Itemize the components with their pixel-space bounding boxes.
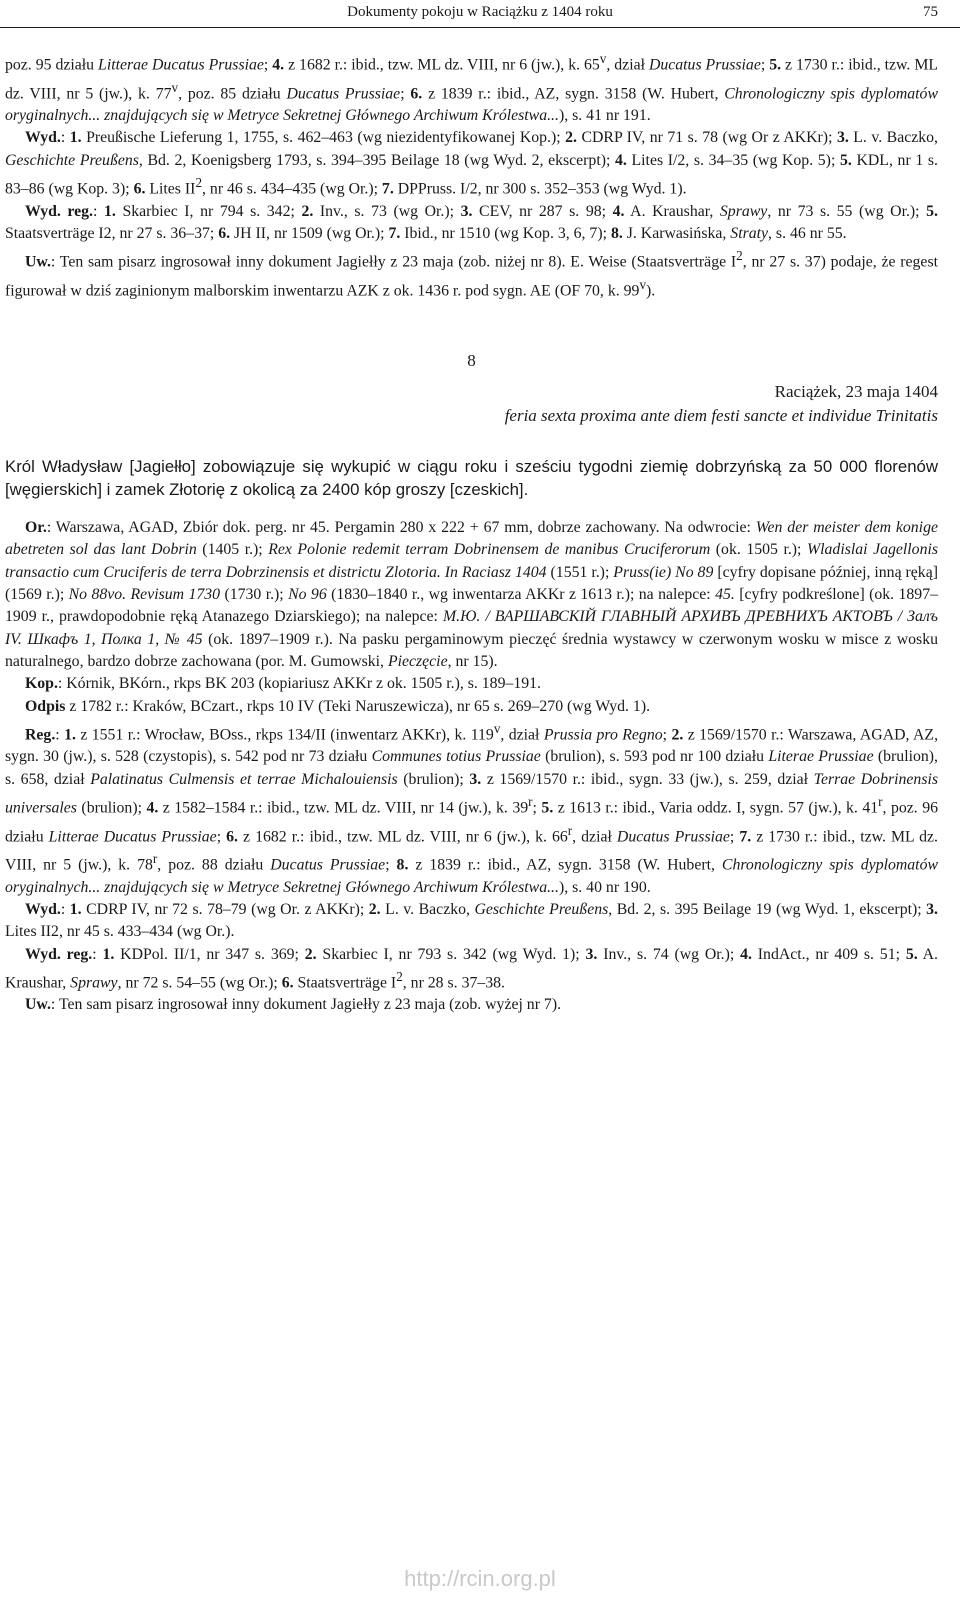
source-watermark-url: http://rcin.org.pl: [404, 1566, 556, 1591]
transcript-entry: Odpis z 1782 r.: Kraków, BCzart., rkps 10 IV (Teki Naruszewicza), nr 65 s. 269–270 (wg Wyd. 1).: [25, 697, 651, 715]
previous-entry-editions: Wyd.: 1. Preußische Lieferung 1, 1755, s. 462–463 (wg niezidentyfikowanej Kop.); 2. CDRP IV, nr 71 s. 78 (wg Or z AKKr); 3. L. v. Baczko, Geschichte Preußens, Bd. 2, Koenigsberg 1793, s. 394–395 Beilage 18 (wg Wyd. 2, ekscerpt); 4. Lites I/2, s. 34–35 (wg Kop. 5); 5. KDL, nr 1 s. 83–86 (wg Kop. 3); 6. Lites $II^2$, nr 46 s. 434–435 (wg Or.); 7. DPPruss. I/2, nr 300 s. 352–353 (wg Wyd. 1).: [5, 129, 938, 198]
document-place-date: Raciążek, 23 maja 1404: [774, 381, 938, 401]
remarks-entry: Uw.: Ten sam pisarz ingrosował inny dokument Jagiełły z 23 maja (zob. wyżej nr 7).: [25, 996, 562, 1014]
editions-entry: Wyd.: 1. CDRP IV, nr 72 s. 78–79 (wg Or. z AKKr); 2. L. v. Baczko, Geschichte Preußens, Bd. 2, s. 395 Beilage 19 (wg Wyd. 1, ekscerpt); 3. Lites II2, nr 45 s. 433–434 (wg Or.).: [5, 901, 939, 941]
page-body: [5, 48, 938, 1017]
document-latin-dating: feria sexta proxima ante diem festi sancte et individue Trinitatis: [504, 405, 938, 425]
document-summary: Król Władysław [Jagiełło] zobowiązuje się wykupić w ciągu roku i sześciu tygodni ziemię dobrzyńską za 50 000 florenów [węgierskich] i zamek Złotorię z okolicą za 2400 kóp groszy [czeskich].: [5, 457, 938, 500]
previous-entry-registry-tail: poz. 95 działu Litterae Ducatus Prussiae; 4. z 1682 r.: ibid., tzw. ML dz. VIII, nr 6 (jw.), k. 65$^v$, dział Ducatus Prussiae; 5. z 1730 r.: ibid., tzw. ML dz. VIII, nr 5 (jw.), k. 77$^v$, poz. 85 działu Ducatus Prussiae; 6. z 1839 r.: ibid., AZ, sygn. 3158 (W. Hubert, Chronologiczny spis dyplomatów oryginalnych... znajdujących się w Metryce Sekretnej Głównego Archiwum Królestwa...), s. 41 nr 191.: [5, 51, 939, 125]
previous-entry-regests: Wyd. reg.: 1. Skarbiec I, nr 794 s. 342; 2. Inv., s. 73 (wg Or.); 3. CEV, nr 287 s. 98; 4. A. Kraushar, Sprawy, nr 73 s. 55 (wg Or.); 5. Staatsverträge I2, nr 27 s. 36–37; 6. JH II, nr 1509 (wg Or.); 7. Ibid., nr 1510 (wg Kop. 3, 6, 7); 8. J. Karwasińska, Straty, s. 46 nr 55.: [5, 202, 939, 242]
running-title: Dokumenty pokoju w Raciążku z 1404 roku: [347, 4, 613, 20]
document-number: 8: [467, 351, 476, 371]
registry-entry: Reg.: 1. z 1551 r.: Wrocław, BOss., rkps 134/II (inwentarz AKKr), k. 119$^v$, dział Prussia pro Regno; 2. z 1569/1570 r.: Warszawa, AGAD, AZ, sygn. 30 (jw.), s. 528 (czystopis), s. 542 pod nr 73 działu Communes totius Prussiae (brulion), s. 593 pod nr 100 działu Literae Prussiae (brulion), s. 658, dział Palatinatus Culmensis et terrae Michalouiensis (brulion); 3. z 1569/1570 r.: ibid., sygn. 33 (jw.), s. 259, dział Terrae Dobrinensis universales (brulion); 4. z 1582–1584 r.: ibid., tzw. ML dz. VIII, nr 14 (jw.), k. 39$^r$; 5. z 1613 r.: ibid., Varia oddz. I, sygn. 57 (jw.), k. 41$^r$, poz. 96 działu Litterae Ducatus Prussiae; 6. z 1682 r.: ibid., tzw. ML dz. VIII, nr 6 (jw.), k. 66$^r$, dział Ducatus Prussiae; 7. z 1730 r.: ibid., tzw. ML dz. VIII, nr 5 (jw.), k. 78$^r$, poz. 88 działu Ducatus Prussiae; 8. z 1839 r.: ibid., AZ, sygn. 3158 (W. Hubert, Chronologiczny spis dyplomatów oryginalnych... znajdujących się w Metryce Sekretnej Głównego Archiwum Królestwa...), s. 40 nr 190.: [5, 720, 939, 896]
original-description: Or.: Warszawa, AGAD, Zbiór dok. perg. nr 45. Pergamin 280 x 222 + 67 mm, dobrze zachowany. Na odwrocie: Wen der meister dem konige abetreten sol das lant Dobrin (1405 r.); Rex Polonie redemit terram Dobrinensem de manibus Cruciferorum (ok. 1505 r.); Wladislai Jagellonis transactio cum Cruciferis de terra Dobrzinensis et districtu Zlotoria. In Raciasz 1404 (1551 r.); Pruss(ie) No 89 [cyfry dopisane później, inną ręką] (1569 r.); No 88vo. Revisum 1730 (1730 r.); No 96 (1830–1840 r., wg inwentarza AKKr z 1613 r.); na nalepce: 45. [cyfry podkreślone] (ok. 1897–1909 r., prawdopodobnie ręką Atanazego Dziarskiego); na nalepce: М.Ю. / ВАРШАВСКІЙ ГЛАВНЫЙ АРХИВЪ ДРЕВНИХЪ АКТОВЪ / Залъ IV. Шкафъ 1, Полка 1, № 45 (ok. 1897–1909 r.). Na pasku pergaminowym pieczęć średnia wystawcy w czerwonym wosku w misce z wosku naturalnego, bardzo dobrze zachowana (por. M. Gumowski, Pieczęcie, nr 15).: [5, 519, 939, 670]
regest-editions-entry: Wyd. reg.: 1. KDPol. II/1, nr 347 s. 369; 2. Skarbiec I, nr 793 s. 342 (wg Wyd. 1); 3. Inv., s. 74 (wg Or.); 4. IndAct., nr 409 s. 51; 5. A. Kraushar, Sprawy, nr 72 s. 54–55 (wg Or.); 6. Staatsverträge $I^2$, nr 28 s. 37–38.: [5, 945, 938, 992]
previous-entry-remarks: Uw.: Ten sam pisarz ingrosował inny dokument Jagiełły z 23 maja (zob. niżej nr 8). E. Weise (Staatsverträge $I^2$, nr 27 s. 37) podaje, że regest figurował w dziś zaginionym malborskim inwentarzu AZK z ok. 1436 r. pod sygn. AE (OF 70, k. 99$^v$).: [5, 248, 938, 299]
header-rule: [0, 27, 960, 28]
copy-entry: Kop.: Kórnik, BKórn., rkps BK 203 (kopiariusz AKKr z ok. 1505 r.), s. 189–191.: [25, 675, 542, 693]
page-number: 75: [923, 4, 938, 20]
